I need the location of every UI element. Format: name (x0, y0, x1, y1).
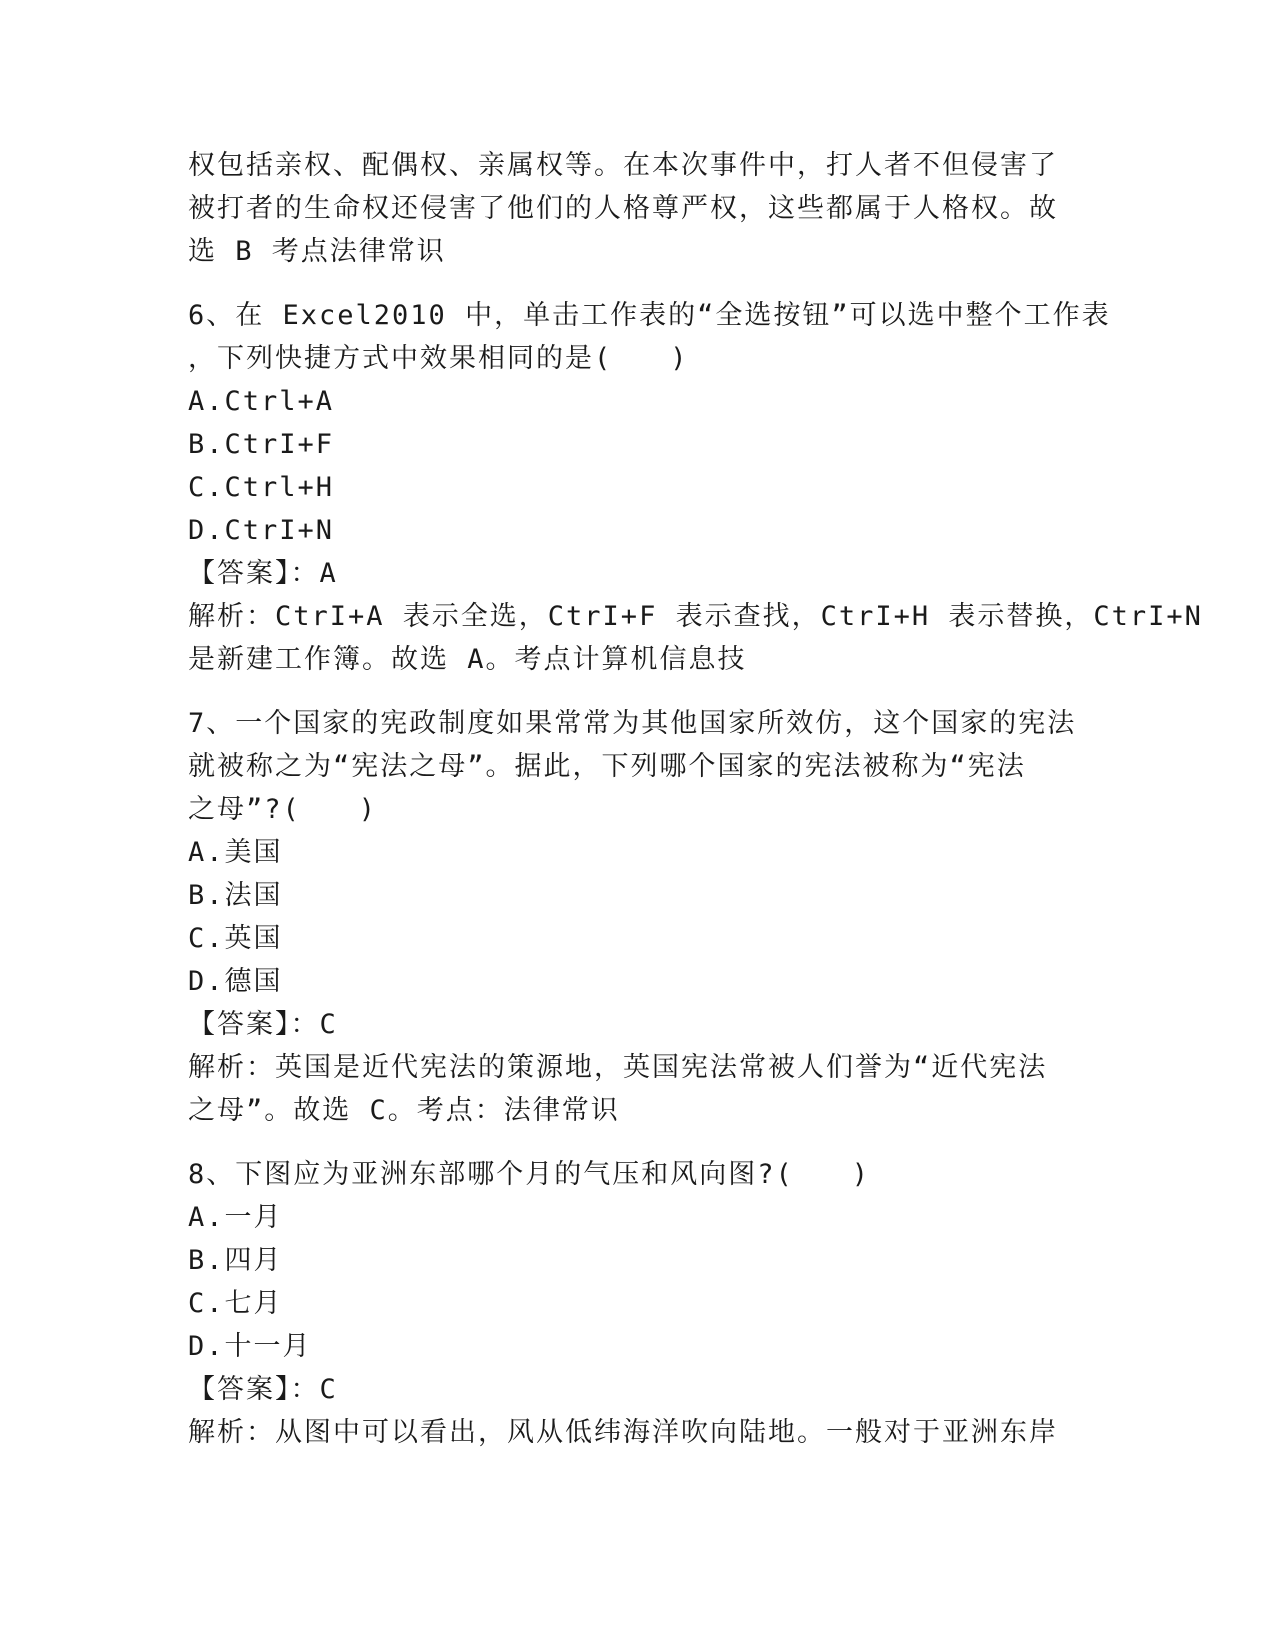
option-c: C.Ctrl+H (188, 472, 335, 503)
text-line: 被打者的生命权还侵害了他们的人格尊严权，这些都属于人格权。故 (188, 193, 1058, 224)
option-d: D.德国 (188, 966, 283, 997)
question-stem: 就被称之为“宪法之母”。据此，下列哪个国家的宪法被称为“宪法 (188, 751, 1026, 782)
answer: 【答案】：A (188, 558, 338, 589)
option-c: C.七月 (188, 1288, 283, 1319)
option-a: A.Ctrl+A (188, 386, 335, 417)
option-c: C.英国 (188, 923, 283, 954)
question-stem: ，下列快捷方式中效果相同的是( ) (188, 343, 689, 374)
question-5-continuation (188, 144, 1088, 273)
text-line: 选 B 考点法律常识 (188, 236, 446, 267)
option-b: B.法国 (188, 880, 283, 911)
answer: 【答案】：C (188, 1009, 338, 1040)
analysis: 是新建工作簿。故选 A。考点计算机信息技 (188, 644, 747, 675)
question-stem: 之母”?( ) (188, 794, 378, 825)
option-a: A.一月 (188, 1202, 283, 1233)
analysis: 之母”。故选 C。考点：法律常识 (188, 1095, 620, 1126)
text-line: 权包括亲权、配偶权、亲属权等。在本次事件中，打人者不但侵害了 (188, 150, 1058, 181)
option-d: D.CtrI+N (188, 515, 335, 546)
analysis: 解析：英国是近代宪法的策源地，英国宪法常被人们誉为“近代宪法 (188, 1052, 1048, 1083)
question-6 (188, 294, 1203, 681)
question-stem: 7、一个国家的宪政制度如果常常为其他国家所效仿，这个国家的宪法 (188, 708, 1077, 739)
document-page (188, 144, 1203, 1454)
question-8 (188, 1153, 1088, 1454)
option-d: D.十一月 (188, 1331, 312, 1362)
question-stem: 6、在 Excel2010 中，单击工作表的“全选按钮”可以选中整个工作表 (188, 300, 1111, 331)
option-b: B.CtrI+F (188, 429, 335, 460)
question-stem: 8、下图应为亚洲东部哪个月的气压和风向图?( ) (188, 1159, 871, 1190)
analysis: 解析：CtrI+A 表示全选，CtrI+F 表示查找，CtrI+H 表示替换，CtrI+N (188, 601, 1203, 632)
question-7 (188, 702, 1088, 1132)
answer: 【答案】：C (188, 1374, 338, 1405)
option-a: A.美国 (188, 837, 283, 868)
analysis: 解析：从图中可以看出，风从低纬海洋吹向陆地。一般对于亚洲东岸 (188, 1417, 1058, 1448)
option-b: B.四月 (188, 1245, 283, 1276)
